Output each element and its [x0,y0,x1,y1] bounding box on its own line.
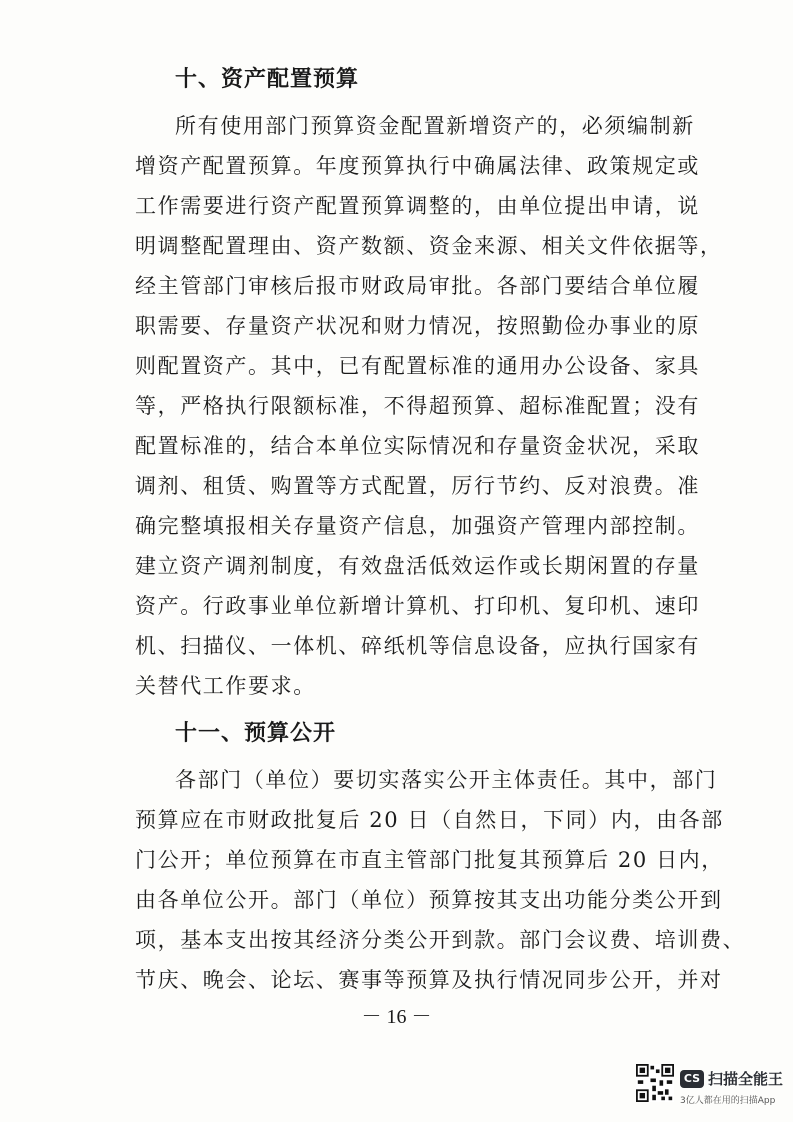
section-heading-budget-disclosure: 十一、预算公开 [175,721,337,746]
watermark-title: 扫描全能王 [708,1070,784,1088]
paragraph-line: 由各单位公开。部门（单位）预算按其支出功能分类公开到 [135,888,723,912]
section-heading-asset-budget: 十、资产配置预算 [175,67,360,92]
paragraph-line: 调剂、租赁、购置等方式配置，厉行节约、反对浪费。准 [135,474,700,498]
paragraph-line: 经主管部门审核后报市财政局审批。各部门要结合单位履 [135,274,700,298]
qr-code-icon [636,1064,674,1102]
paragraph-line: 资产。行政事业单位新增计算机、打印机、复印机、速印 [135,594,700,618]
paragraph-line: 节庆、晚会、论坛、赛事等预算及执行情况同步公开，并对 [135,968,723,992]
paragraph-line: 工作需要进行资产配置预算调整的，由单位提出申请，说 [135,194,700,218]
page-number: － 16 － [361,1006,432,1028]
paragraph-line: 项，基本支出按其经济分类公开到款。部门会议费、培训费、 [135,928,746,952]
paragraph-line: 各部门（单位）要切实落实公开主体责任。其中，部门 [175,768,718,792]
paragraph-line: 职需要、存量资产状况和财力情况，按照勤俭办事业的原 [135,314,700,338]
camscanner-logo: CS [680,1070,704,1088]
paragraph-line: 所有使用部门预算资金配置新增资产的，必须编制新 [175,114,695,138]
paragraph-line: 门公开；单位预算在市直主管部门批复其预算后 20 日内， [135,848,724,872]
paragraph-line: 关替代工作要求。 [135,674,316,698]
paragraph-line: 确完整填报相关存量资产信息，加强资产管理内部控制。 [135,514,700,538]
paragraph-line: 增资产配置预算。年度预算执行中确属法律、政策规定或 [135,154,700,178]
paragraph-line: 明调整配置理由、资产数额、资金来源、相关文件依据等， [135,234,723,258]
paragraph-line: 等，严格执行限额标准，不得超预算、超标准配置；没有 [135,394,700,418]
scanner-watermark [636,1064,786,1108]
watermark-subtitle: 3亿人都在用的扫描App [680,1096,776,1106]
paragraph-line: 则配置资产。其中，已有配置标准的通用办公设备、家具 [135,354,700,378]
paragraph-line: 配置标准的，结合本单位实际情况和存量资金状况，采取 [135,434,700,458]
paragraph-line: 建立资产调剂制度，有效盘活低效运作或长期闲置的存量 [135,554,700,578]
paragraph-line: 机、扫描仪、一体机、碎纸机等信息设备，应执行国家有 [135,634,700,658]
paragraph-line: 预算应在市财政批复后 20 日（自然日，下同）内，由各部 [135,808,724,832]
